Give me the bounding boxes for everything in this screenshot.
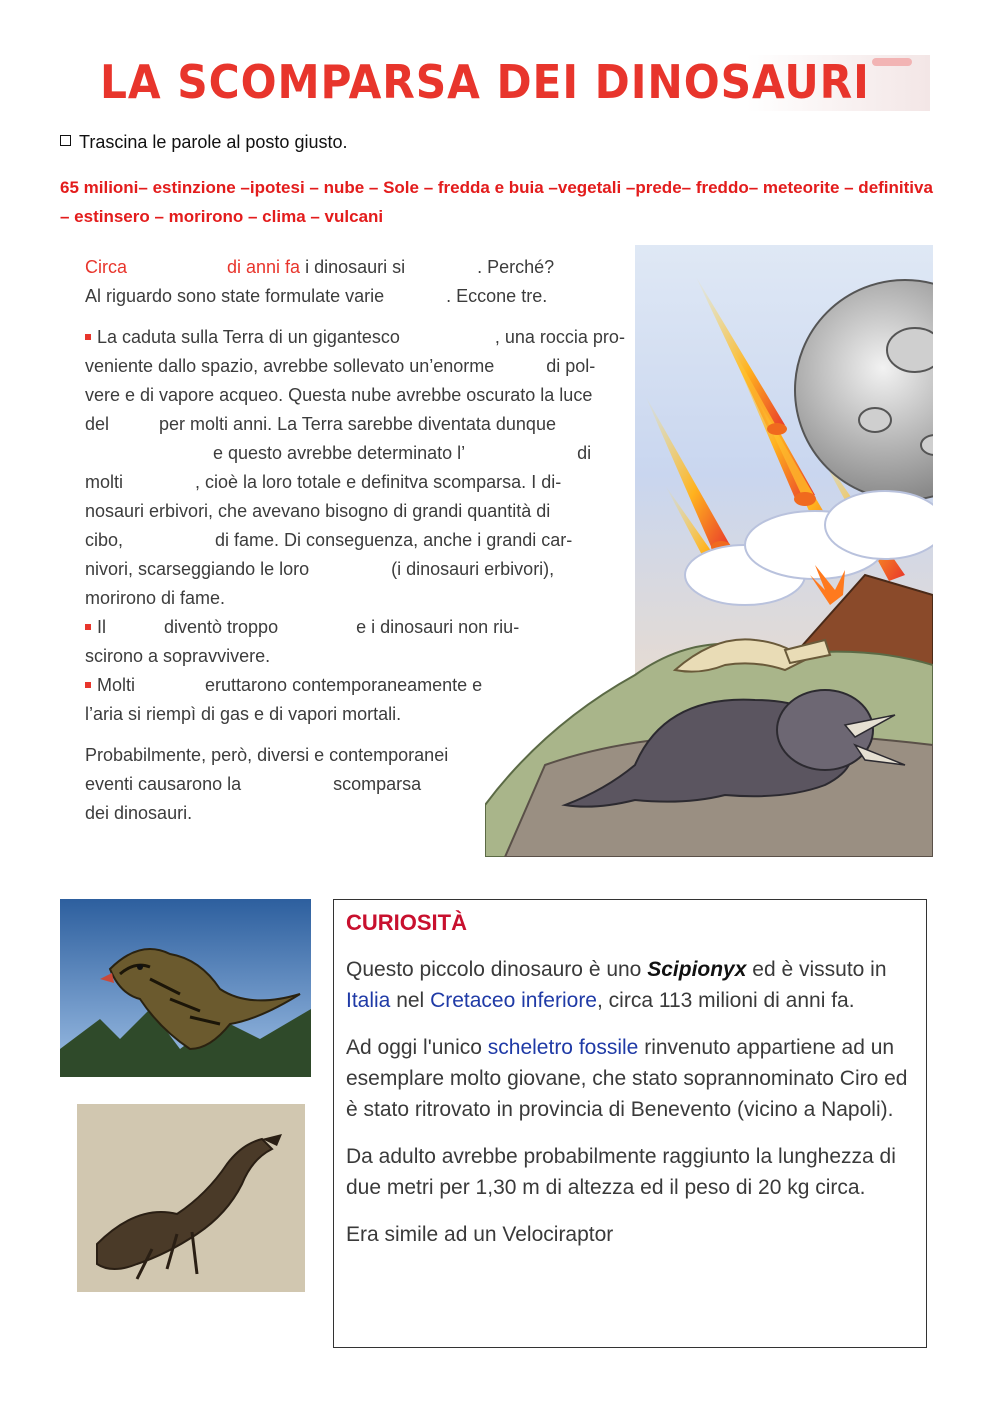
text-line: Molti eruttarono contemporaneamente e [85, 671, 685, 700]
text-line: cibo, di fame. Di conseguenza, anche i grandi car- [85, 530, 573, 550]
curiosity-body [346, 954, 916, 1266]
text-line: Il diventò troppo e i dinosauri non riu- [85, 613, 685, 642]
text-line: morirono di fame. [85, 588, 226, 608]
curiosity-title: CURIOSITÀ [346, 910, 467, 935]
instruction-text: Trascina le parole al posto giusto. [79, 132, 348, 152]
text-line: e questo avrebbe determinato l’ di [213, 443, 592, 463]
text-line: Probabilmente, però, diversi e contemporanei [85, 745, 449, 765]
page-title: LA SCOMPARSA DEI DINOSAURI [100, 55, 870, 109]
text-line: nosauri erbivori, che avevano bisogno di grandi quantità di [85, 501, 551, 521]
text-line: Al riguardo sono state formulate varie . Eccone tre. [85, 286, 548, 306]
curiosity-box [333, 899, 927, 1348]
meteorite-illustration [485, 245, 933, 857]
word-bank-line-2[interactable]: – estinsero – morirono – clima – vulcani [60, 207, 384, 226]
bullet-icon [85, 624, 91, 630]
text-line: l’aria si riempì di gas e di vapori mortali. [85, 704, 402, 724]
link-scheletro-fossile[interactable]: scheletro fossile [487, 1036, 639, 1059]
instruction [60, 130, 347, 154]
link-italia[interactable]: Italia [346, 989, 391, 1012]
text-line: veniente dallo spazio, avrebbe sollevato un’enorme di pol- [85, 356, 596, 376]
curiosity-paragraph-1: Questo piccolo dinosauro è uno Scipionyx ed è vissuto in Italia nel Cretaceo inferiore, circa 113 milioni di anni fa. [346, 958, 887, 1012]
text-line: scirono a sopravvivere. [85, 646, 271, 666]
curiosity-paragraph-3: Da adulto avrebbe probabilmente raggiunto la lunghezza di due metri per 1,30 m di altezza ed il peso di 20 kg circa. [346, 1145, 896, 1199]
text-line: Circa di anni fa i dinosauri si . Perché? [85, 257, 555, 277]
text-line: La caduta sulla Terra di un gigantesco , una roccia pro- [85, 323, 685, 352]
link-cretaceo-inferiore[interactable]: Cretaceo inferiore [430, 989, 597, 1012]
scientific-name: Scipionyx [647, 958, 747, 981]
curiosity-paragraph-4: Era simile ad un Velociraptor [346, 1223, 614, 1246]
bullet-icon [85, 334, 91, 340]
word-bank-line-1[interactable]: 65 milioni– estinzione –ipotesi – nube – Sole – fredda e buia –vegetali –prede– freddo– meteorite – definitiva [60, 178, 933, 197]
text-line: nivori, scarseggiando le loro (i dinosauri erbivori), [85, 559, 555, 579]
title-accent [872, 58, 912, 66]
text-line: dei dinosauri. [85, 803, 193, 823]
text-line: eventi causarono la scomparsa [85, 774, 422, 794]
text-line: del per molti anni. La Terra sarebbe diventata dunque [85, 414, 556, 434]
bullet-icon [85, 682, 91, 688]
curiosity-paragraph-2: Ad oggi l'unico scheletro fossile rinvenuto appartiene ad un esemplare molto giovane, che stato soprannominato Ciro ed è stato ritrovato in provincia di Benevento (vicino a Napoli). [346, 1036, 908, 1121]
word-bank[interactable] [60, 173, 940, 231]
reading-panel [60, 245, 933, 857]
checkbox-icon [60, 135, 71, 146]
text-line: vere e di vapore acqueo. Questa nube avrebbe oscurato la luce [85, 385, 593, 405]
text-line: molti , cioè la loro totale e definitva scomparsa. I di- [85, 472, 562, 492]
scipionyx-reconstruction-image [60, 899, 311, 1077]
scipionyx-fossil-image [77, 1104, 305, 1292]
